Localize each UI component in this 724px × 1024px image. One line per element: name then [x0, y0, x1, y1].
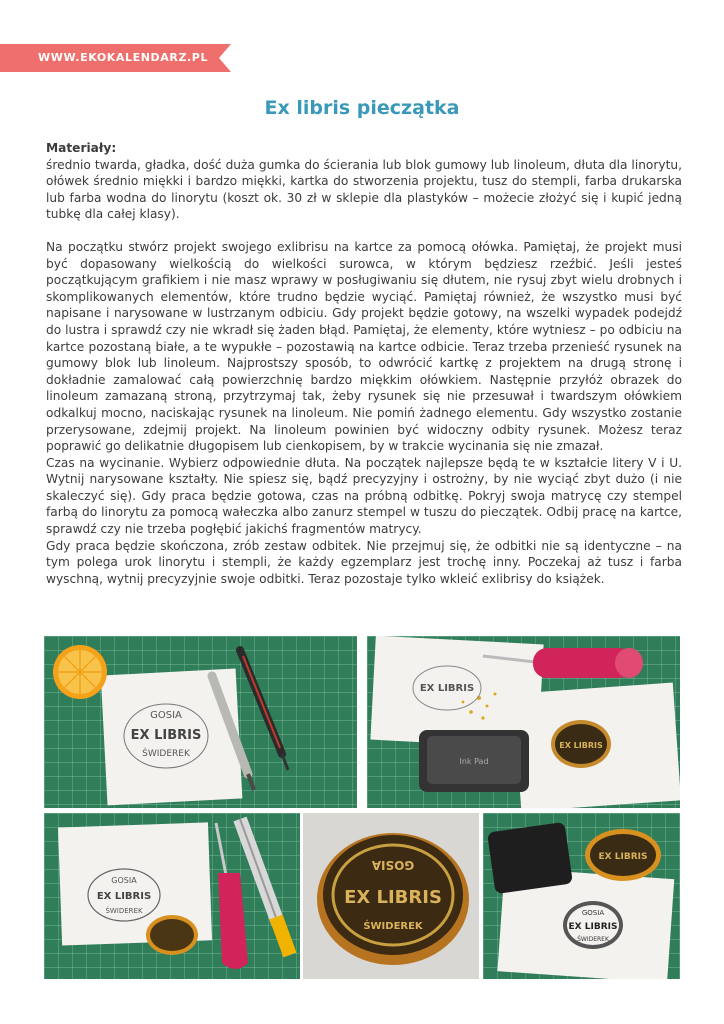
- page-title: Ex libris pieczątka: [264, 97, 460, 119]
- ink-pad: [487, 822, 573, 894]
- materials-heading: Materiały:: [46, 141, 117, 155]
- article-body: [46, 140, 682, 587]
- instructions-paragraph-1: Na początku stwórz projekt swojego exlibrisu na kartce za pomocą ołówka. Pamiętaj, że projekt musi być dopasowany wielkością do wielkości surowca, w którym będziesz rzeźbić. Jeśli jesteś początkującym grafikiem i nie masz wprawy w posługiwaniu się dłutem, nie rysuj zbyt wielu drobnych i skomplikowanych elementów, które trudno będzie wyciąć. Pamiętaj również, że wszystko musi być napisane i narysowane w lustrzanym odbiciu. Gdy projekt będzie gotowy, na wszelki wypadek podejdź do lustra i sprawdź czy nie wkradł się żaden błąd. Pamiętaj, że elementy, które wytniesz – po odbiciu na kartce pozostaną białe, a te wypukłe – pozostawią na kartce odbicie. Teraz trzeba przenieść rysunek na gumowy blok lub linoleum. Najprostszy sposób, to odwrócić kartkę z projektem na drugą stronę i dokładnie zamalować całą powierzchnię bardzo miękkim ołówkiem. Następnie przyłóż obrazek do linoleum zamazaną stroną, przytrzymaj tak, żeby rysunek się nie przesuwał i twardszym ołówkiem odkalkuj mocno, naciskając rysunek na linoleum. Nie pomiń żadnego elementu. Gdy wszystko zostanie przerysowane, zdejmij projekt. Na linoleum powinien być widoczny odbity rysunek. Możesz teraz poprawić go delikatnie długopisem lub cienkopisem, by w trakcie wycinania się nie zmazał.: [46, 239, 682, 454]
- photo-design-drawing: [44, 636, 357, 808]
- photo-print-and-knife: [44, 813, 300, 979]
- print-top-text: GOSIA: [581, 909, 605, 917]
- stamp-print: [563, 901, 623, 949]
- photo-ink-pad-and-print: [483, 813, 680, 979]
- closeup-middle-text: EX LIBRIS: [344, 887, 442, 908]
- stamp-mirror-text: EX LIBRIS: [598, 852, 648, 862]
- ink-pad-label: Ink Pad: [459, 757, 489, 766]
- print-middle-text: EX LIBRIS: [96, 891, 152, 902]
- closeup-top-text: GOSIA: [371, 858, 415, 872]
- closeup-bottom-text: ŚWIDEREK: [363, 921, 423, 932]
- print-top-text: GOSIA: [111, 876, 137, 885]
- paragraph-gap: [46, 223, 682, 239]
- instructions-paragraph-3: Gdy praca będzie skończona, zrób zestaw odbitek. Nie przejmuj się, że odbitki nie są identyczne – na tym polega urok linorytu i stempli, że każdy egzemplarz jest trochę inny. Poczekaj aż tusz i farba wyschną, wytnij precyzyjnie swoje odbitki. Teraz pozostaje tylko wkleić exlibrisy do książek.: [46, 538, 682, 586]
- site-banner: [0, 44, 231, 72]
- print-middle-text: EX LIBRIS: [568, 922, 618, 932]
- sketch-top-text: GOSIA: [150, 710, 182, 721]
- print-bottom-text: ŚWIDEREK: [105, 907, 143, 915]
- photo-stamp-closeup: [303, 813, 479, 979]
- sketch-bottom-text: ŚWIDEREK: [142, 749, 190, 759]
- print-text: EX LIBRIS: [419, 683, 475, 694]
- photo-carving-tools: [367, 636, 680, 808]
- rubber-stamp: [146, 915, 198, 955]
- stamp-mirror-text: EX LIBRIS: [559, 741, 603, 750]
- site-url[interactable]: WWW.EKOKALENDARZ.PL: [38, 51, 209, 64]
- materials-text: średnio twarda, gładka, dość duża gumka do ścierania lub blok gumowy lub linoleum, dłuta dla linorytu, ołówek średnio miękki i bardzo miękki, kartka do stworzenia projektu, tusz do stempli, farba drukarska lub farba wodna do linorytu (koszt ok. 30 zł w sklepie dla plastyków – możecie złożyć się i kupić jedną tubkę dla całej klasy).: [46, 157, 682, 222]
- rubber-stamp: [551, 720, 611, 768]
- print-bottom-text: ŚWIDEREK: [577, 936, 609, 943]
- instructions-paragraph-2: Czas na wycinanie. Wybierz odpowiednie dłuta. Na początek najlepsze będą te w kształcie litery V i U. Wytnij narysowane kształty. Nie spiesz się, bądź precyzyjny i ostrożny, by nie wyciąć zbyt dużo (i nie skaleczyć się). Gdy praca będzie gotowa, czas na próbną odbitkę. Pokryj swoja matrycę czy stempel farbą do linorytu za pomocą wałeczka albo zanurz stempel w tuszu do pieczątek. Odbij pracę na kartce, sprawdź czy nie trzeba pogłębić jakichś fragmentów matrycy.: [46, 455, 682, 537]
- rubber-stamp: [585, 829, 661, 881]
- ink-pad: [419, 730, 529, 792]
- sketch-middle-text: EX LIBRIS: [130, 728, 202, 743]
